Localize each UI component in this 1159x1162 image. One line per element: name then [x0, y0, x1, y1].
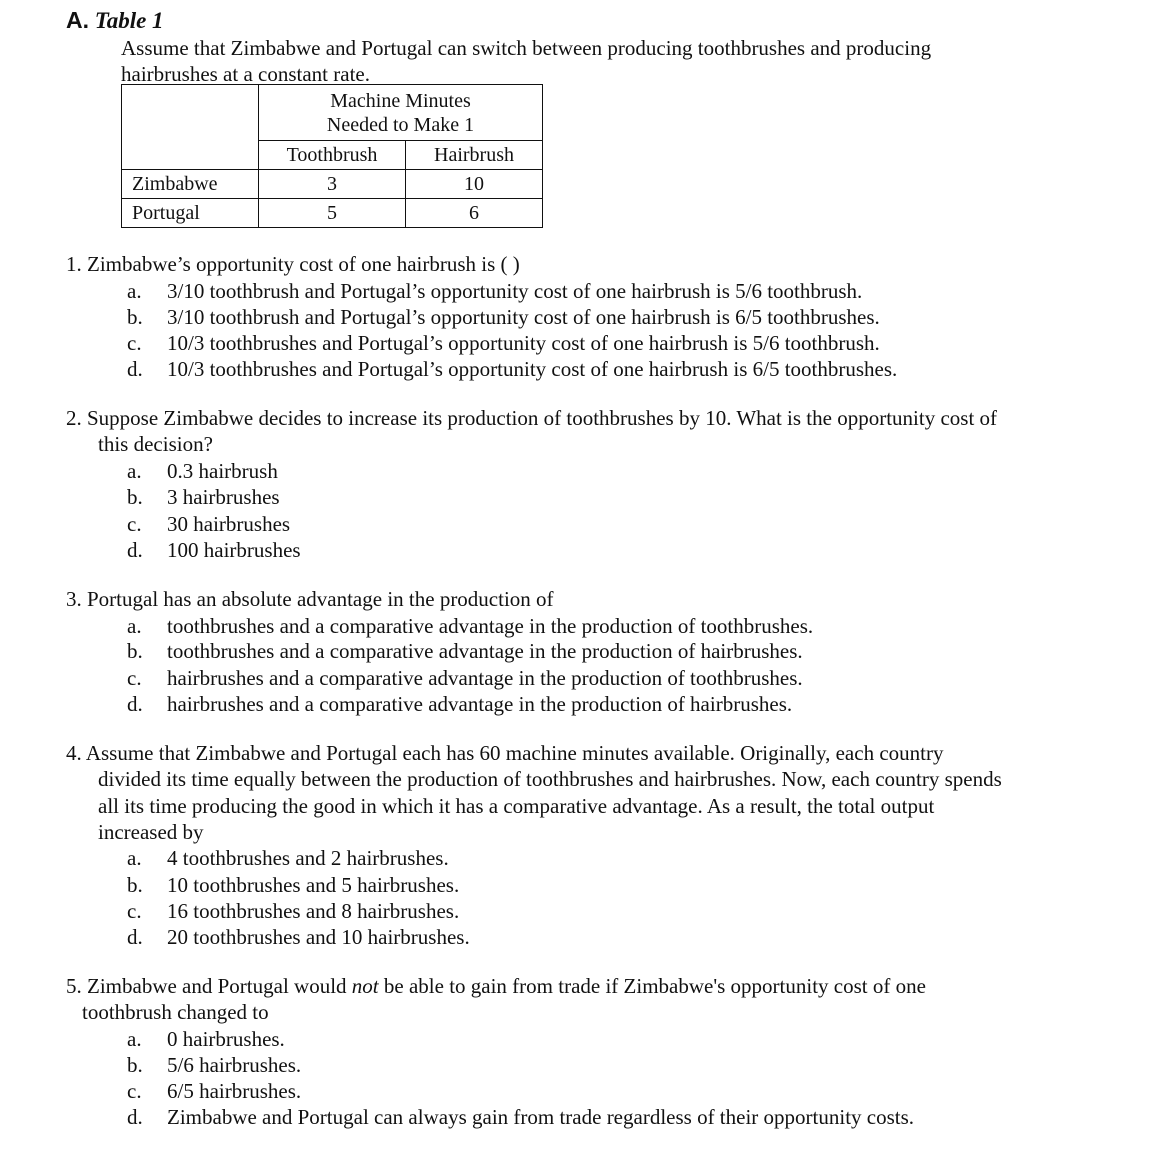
question-4-stem-line-3: all its time producing the good in which it has a comparative advantage. As a result, the total output: [98, 794, 935, 818]
row-label-zimbabwe: Zimbabwe: [122, 170, 259, 199]
table-row: [122, 199, 543, 228]
row-label-portugal: Portugal: [122, 199, 259, 228]
table-header-line-2: Needed to Make 1: [326, 113, 475, 136]
question-3-stem: 3. Portugal has an absolute advantage in the production of: [66, 587, 554, 611]
question-5-stem-line-2: toothbrush changed to: [82, 1000, 269, 1024]
cell-zimbabwe-hairbrush: 10: [406, 170, 543, 199]
table-header-group: [259, 85, 543, 141]
question-4-stem-line-1: 4. Assume that Zimbabwe and Portugal each has 60 machine minutes available. Originally, each country: [66, 741, 944, 765]
section-heading: [66, 6, 164, 35]
question-4-stem-line-2: divided its time equally between the production of toothbrushes and hairbrushes. Now, each country spends: [98, 767, 1002, 791]
machine-minutes-table: [121, 84, 543, 228]
intro-line-1: Assume that Zimbabwe and Portugal can switch between producing toothbrushes and producing: [121, 36, 932, 60]
question-2-stem-line-2: this decision?: [98, 432, 213, 456]
emphasis-not: not: [351, 974, 379, 998]
table-header-line-1: Machine Minutes: [330, 89, 471, 112]
table-row: [122, 170, 543, 199]
question-4-stem-line-4: increased by: [98, 820, 204, 844]
table-title: Table 1: [94, 8, 164, 33]
cell-portugal-hairbrush: 6: [406, 199, 543, 228]
column-header-toothbrush: Toothbrush: [259, 141, 406, 170]
question-5-stem-line-1: 5. Zimbabwe and Portugal would not be able to gain from trade if Zimbabwe's opportunity cost of one: [66, 974, 926, 998]
question-2-stem-line-1: 2. Suppose Zimbabwe decides to increase its production of toothbrushes by 10. What is the opportunity cost of: [66, 406, 998, 430]
column-header-hairbrush: Hairbrush: [406, 141, 543, 170]
table-empty-corner: [122, 85, 259, 170]
question-1-stem: 1. Zimbabwe’s opportunity cost of one hairbrush is ( ): [66, 252, 520, 276]
section-label: A.: [66, 7, 89, 33]
cell-zimbabwe-toothbrush: 3: [259, 170, 406, 199]
intro-line-2: hairbrushes at a constant rate.: [121, 62, 370, 86]
cell-portugal-toothbrush: 5: [259, 199, 406, 228]
